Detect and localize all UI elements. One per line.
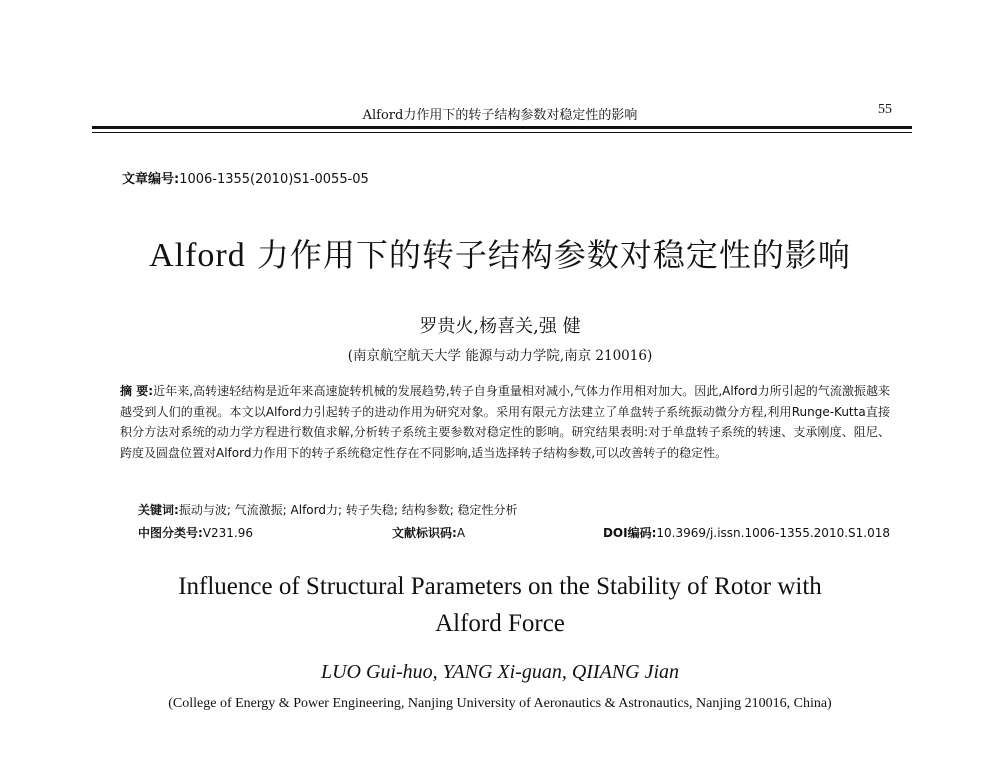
running-title: Alford力作用下的转子结构参数对稳定性的影响 <box>362 108 638 123</box>
keywords-cn <box>138 501 888 518</box>
doi-label: DOI编码: <box>602 526 657 540</box>
clc-value: V231.96 <box>202 526 254 540</box>
doc-code-value: A <box>456 526 466 540</box>
page-number: 55 <box>878 102 892 117</box>
title-cn <box>0 230 1000 276</box>
title-en-line1: Influence of Structural Parameters on the Stability of Rotor with <box>178 573 822 600</box>
doi-value: 10.3969/j.issn.1006-1355.2010.S1.018 <box>656 526 890 540</box>
affiliation-cn: (南京航空航天大学 能源与动力学院,南京 210016) <box>347 348 653 364</box>
running-header <box>90 100 910 124</box>
title-en <box>0 568 1000 642</box>
authors-cn: 罗贵火,杨喜关,强 健 <box>419 316 581 337</box>
doi <box>603 524 890 541</box>
article-number <box>122 168 369 187</box>
article-number-label: 文章编号: <box>122 172 180 187</box>
doc-code-label: 文献标识码: <box>392 526 457 540</box>
header-rule-thin <box>92 132 912 133</box>
doc-code <box>392 524 465 541</box>
classification-row <box>138 524 890 542</box>
abstract-cn-label: 摘 要: <box>120 384 154 398</box>
title-cn-latin: Alford <box>149 237 246 274</box>
header-rule-thick <box>92 126 912 129</box>
abstract-cn <box>120 381 890 463</box>
keywords-cn-label: 关键词: <box>138 503 179 517</box>
title-cn-rest: 力作用下的转子结构参数对稳定性的影响 <box>245 236 851 274</box>
authors-en: LUO Gui-huo, YANG Xi-guan, QIIANG Jian <box>320 661 680 683</box>
clc-label: 中图分类号: <box>138 526 203 540</box>
affiliation-en: (College of Energy & Power Engineering, Nanjing University of Aeronautics & Astronautics, Nanjing 210016, China) <box>168 696 832 711</box>
title-en-line2: Alford Force <box>435 610 565 637</box>
clc-code <box>138 524 253 541</box>
article-number-value: 1006-1355(2010)S1-0055-05 <box>179 172 369 187</box>
keywords-cn-text: 振动与波; 气流激振; Alford力; 转子失稳; 结构参数; 稳定性分析 <box>178 503 518 517</box>
abstract-cn-text: 近年来,高转速轻结构是近年来高速旋转机械的发展趋势,转子自身重量相对减小,气体力作用相对加大。因此,Alford力所引起的气流激振越来越受到人们的重视。本文以Alford力引起转子的进动作用为研究对象。采用有限元方法建立了单盘转子系统振动微分方程,利用Runge-Kutta直接积分方法对系统的动力学方程进行数值求解,分析转子系统主要参数对稳定性的影响。研究结果表明:对于单盘转子系统的转速、支承刚度、阻尼、跨度及圆盘位置对Alford力作用下的转子系统稳定性存在不同影响,适当选择转子结构参数,可以改善转子的稳定性。 <box>120 384 890 460</box>
